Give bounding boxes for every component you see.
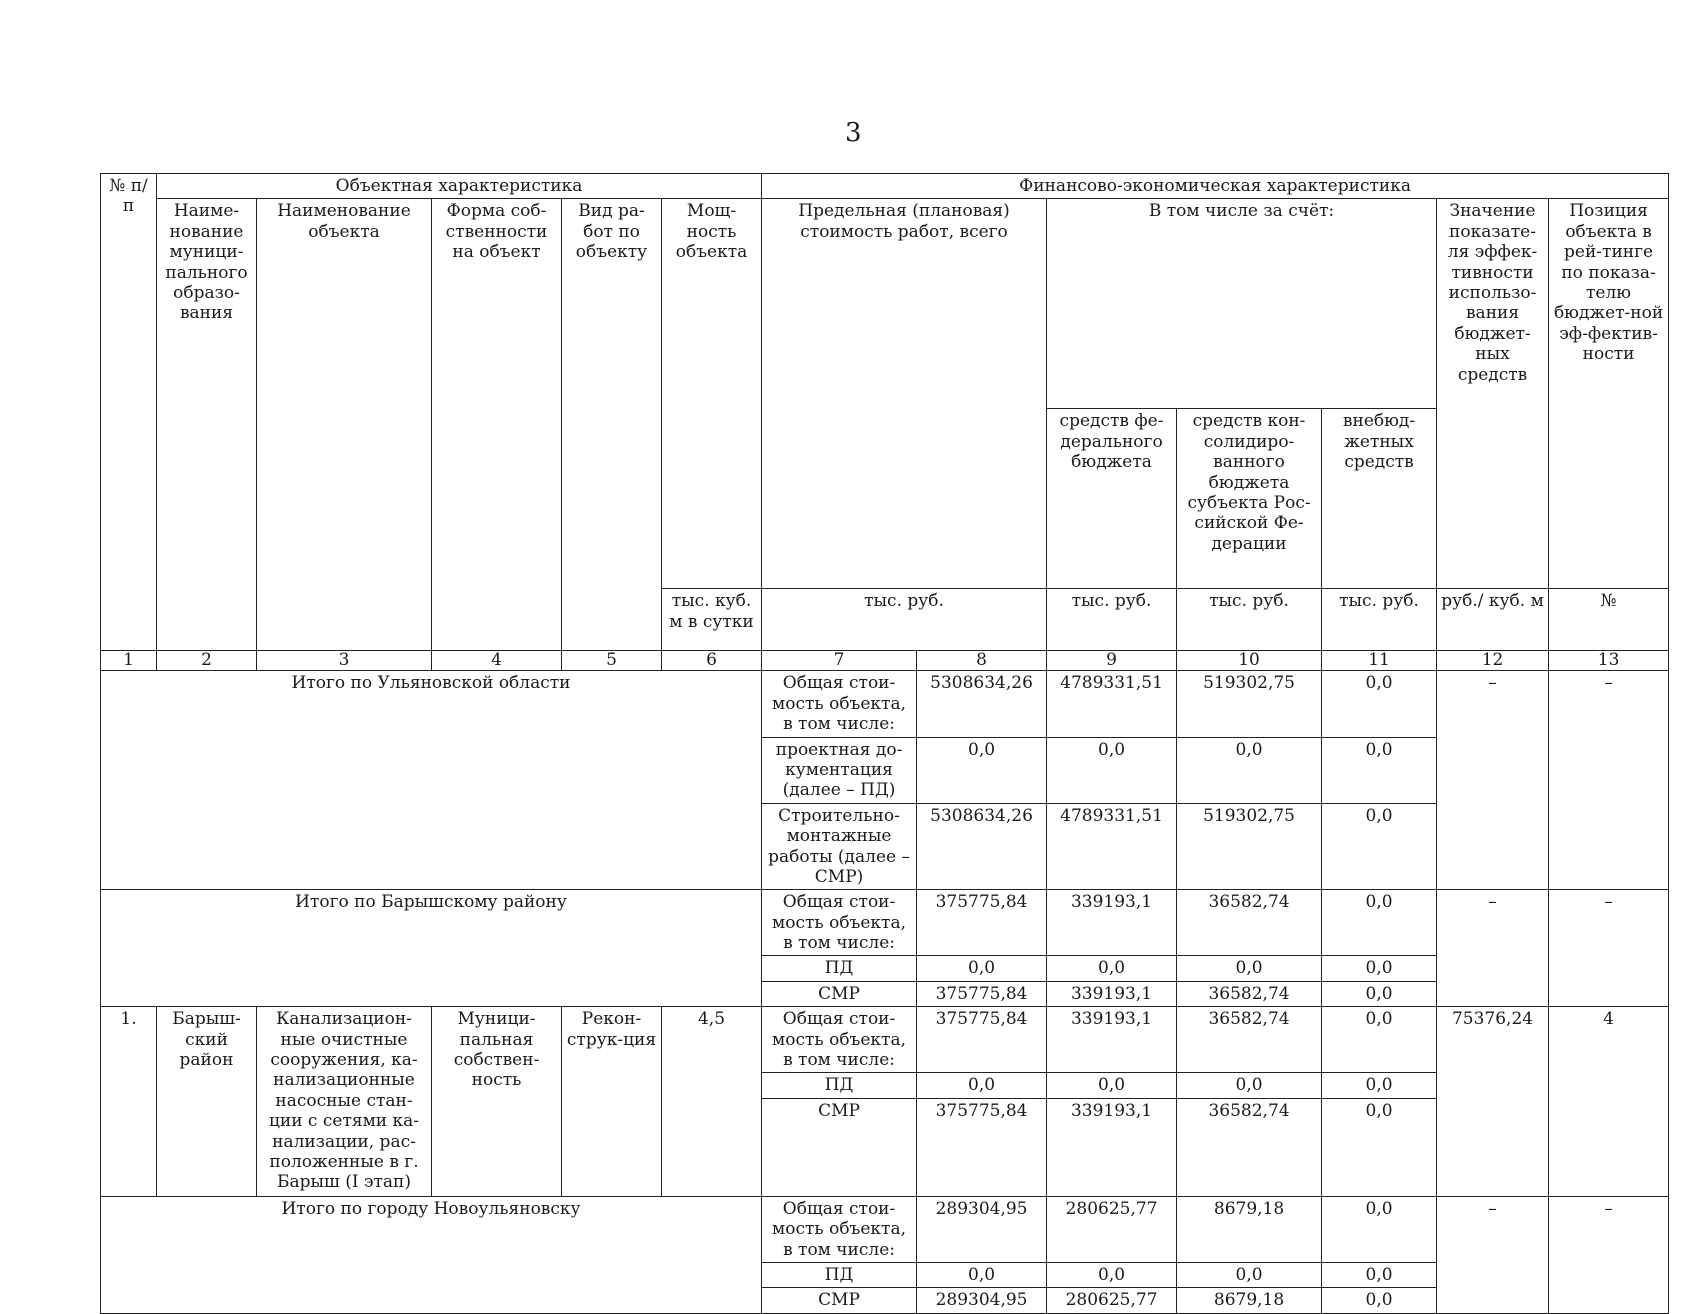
- cell-c9: 339193,1: [1047, 1098, 1177, 1196]
- header-object-name: Наименование объекта: [257, 199, 432, 651]
- total-cost-label: Общая стои-мость объекта, в том числе:: [762, 1196, 917, 1262]
- cell-c11: 0,0: [1322, 671, 1437, 737]
- cell-c11: 0,0: [1322, 803, 1437, 890]
- cell-c11: 0,0: [1322, 1288, 1437, 1313]
- cell-c9: 0,0: [1047, 1073, 1177, 1098]
- unit-rating: №: [1549, 589, 1669, 651]
- group-title-region: Итого по Ульяновской области: [101, 671, 762, 890]
- column-number: 8: [917, 651, 1047, 671]
- cell-c9: 280625,77: [1047, 1196, 1177, 1262]
- item-efficiency: 75376,24: [1437, 1007, 1549, 1197]
- page-number: 3: [845, 118, 862, 148]
- pd-label: проектная до-кументация (далее – ПД): [762, 737, 917, 803]
- total-cost-label: Общая стои-мость объекта, в том числе:: [762, 1007, 917, 1073]
- item-municipality: Барыш-ский район: [157, 1007, 257, 1197]
- column-number: 5: [562, 651, 662, 671]
- header-work-type: Вид ра-бот по объекту: [562, 199, 662, 651]
- cell-c10: 519302,75: [1177, 671, 1322, 737]
- pd-label: ПД: [762, 956, 917, 981]
- cell-c10: 0,0: [1177, 956, 1322, 981]
- smr-label: Строительно-монтажные работы (далее – СМР): [762, 803, 917, 890]
- header-ownership: Форма соб-ственности на объект: [432, 199, 562, 651]
- cell-c10: 0,0: [1177, 737, 1322, 803]
- header-capacity: Мощ-ность объекта: [662, 199, 762, 589]
- pd-label: ПД: [762, 1073, 917, 1098]
- cell-c10: 519302,75: [1177, 803, 1322, 890]
- cell-c11: 0,0: [1322, 956, 1437, 981]
- cell-c12: –: [1437, 1196, 1549, 1313]
- cell-c11: 0,0: [1322, 981, 1437, 1006]
- column-number: 1: [101, 651, 157, 671]
- column-number: 4: [432, 651, 562, 671]
- column-number: 11: [1322, 651, 1437, 671]
- cell-c13: –: [1549, 671, 1669, 890]
- column-number: 13: [1549, 651, 1669, 671]
- unit-federal: тыс. руб.: [1047, 589, 1177, 651]
- cell-c10: 36582,74: [1177, 981, 1322, 1006]
- cell-c12: –: [1437, 671, 1549, 890]
- item-rating: 4: [1549, 1007, 1669, 1197]
- column-number: 7: [762, 651, 917, 671]
- header-municipality: Наиме-нование муници-пального образо-вания: [157, 199, 257, 651]
- column-number: 12: [1437, 651, 1549, 671]
- cell-c8: 0,0: [917, 956, 1047, 981]
- cell-c8: 375775,84: [917, 890, 1047, 956]
- item-capacity: 4,5: [662, 1007, 762, 1197]
- smr-label: СМР: [762, 1288, 917, 1313]
- header-federal: средств фе-дерального бюджета: [1047, 409, 1177, 589]
- cell-c9: 4789331,51: [1047, 671, 1177, 737]
- group-title-barysh: Итого по Барышскому району: [101, 890, 762, 1007]
- cell-c10: 36582,74: [1177, 1007, 1322, 1073]
- cell-c12: –: [1437, 890, 1549, 1007]
- column-number: 6: [662, 651, 762, 671]
- cell-c11: 0,0: [1322, 1262, 1437, 1287]
- cell-c8: 0,0: [917, 1262, 1047, 1287]
- cell-c8: 289304,95: [917, 1288, 1047, 1313]
- cell-c11: 0,0: [1322, 1073, 1437, 1098]
- cell-c8: 5308634,26: [917, 671, 1047, 737]
- group-title-novoulyanovsk: Итого по городу Новоульяновску: [101, 1196, 762, 1313]
- cell-c13: –: [1549, 890, 1669, 1007]
- cell-c8: 375775,84: [917, 981, 1047, 1006]
- cell-c10: 0,0: [1177, 1262, 1322, 1287]
- header-object-group: Объектная характеристика: [157, 174, 762, 199]
- cell-c11: 0,0: [1322, 890, 1437, 956]
- item-object-name: Канализацион-ные очистные сооружения, ка-нализационные насосные стан-ции с сетями ка-нализации, рас-положенные в г. Барыш (I этап): [257, 1007, 432, 1197]
- cell-c9: 0,0: [1047, 737, 1177, 803]
- cell-c10: 8679,18: [1177, 1196, 1322, 1262]
- unit-planned-cost: тыс. руб.: [762, 589, 1047, 651]
- cell-c10: 8679,18: [1177, 1288, 1322, 1313]
- column-number: 9: [1047, 651, 1177, 671]
- pd-label: ПД: [762, 1262, 917, 1287]
- cell-c9: 0,0: [1047, 1262, 1177, 1287]
- cell-c10: 36582,74: [1177, 890, 1322, 956]
- header-efficiency: Значение показате-ля эффек-тивности использо-вания бюджет-ных средств: [1437, 199, 1549, 589]
- unit-efficiency: руб./ куб. м: [1437, 589, 1549, 651]
- column-number: 2: [157, 651, 257, 671]
- header-rating: Позиция объекта в рей-тинге по показа-телю бюджет-ной эф-фектив-ности: [1549, 199, 1669, 589]
- cell-c8: 5308634,26: [917, 803, 1047, 890]
- header-num: № п/п: [101, 174, 157, 651]
- cell-c9: 280625,77: [1047, 1288, 1177, 1313]
- cell-c9: 4789331,51: [1047, 803, 1177, 890]
- header-extrabudget: внебюд-жетных средств: [1322, 409, 1437, 589]
- cell-c9: 339193,1: [1047, 1007, 1177, 1073]
- unit-extrabudget: тыс. руб.: [1322, 589, 1437, 651]
- item-work-type: Рекон-струк-ция: [562, 1007, 662, 1197]
- unit-regional: тыс. руб.: [1177, 589, 1322, 651]
- header-regional: средств кон-солидиро-ванного бюджета субъекта Рос-сийской Фе-дерации: [1177, 409, 1322, 589]
- cell-c8: 289304,95: [917, 1196, 1047, 1262]
- unit-capacity: тыс. куб. м в сутки: [662, 589, 762, 651]
- cell-c11: 0,0: [1322, 737, 1437, 803]
- header-finance-group: Финансово-экономическая характеристика: [762, 174, 1669, 199]
- cell-c9: 339193,1: [1047, 981, 1177, 1006]
- smr-label: СМР: [762, 1098, 917, 1196]
- cell-c8: 0,0: [917, 1073, 1047, 1098]
- header-planned-cost: Предельная (плановая) стоимость работ, всего: [762, 199, 1047, 589]
- cell-c9: 0,0: [1047, 956, 1177, 981]
- column-number: 10: [1177, 651, 1322, 671]
- cell-c8: 0,0: [917, 737, 1047, 803]
- cell-c10: 0,0: [1177, 1073, 1322, 1098]
- cell-c10: 36582,74: [1177, 1098, 1322, 1196]
- cell-c11: 0,0: [1322, 1007, 1437, 1073]
- cell-c8: 375775,84: [917, 1098, 1047, 1196]
- smr-label: СМР: [762, 981, 917, 1006]
- cell-c11: 0,0: [1322, 1196, 1437, 1262]
- header-including: В том числе за счёт:: [1047, 199, 1437, 409]
- item-number: 1.: [101, 1007, 157, 1197]
- cell-c11: 0,0: [1322, 1098, 1437, 1196]
- column-number: 3: [257, 651, 432, 671]
- total-cost-label: Общая стои-мость объекта, в том числе:: [762, 890, 917, 956]
- investment-table: [100, 173, 1669, 1314]
- item-ownership: Муници-пальная собствен-ность: [432, 1007, 562, 1197]
- cell-c13: –: [1549, 1196, 1669, 1313]
- total-cost-label: Общая стои-мость объекта, в том числе:: [762, 671, 917, 737]
- cell-c8: 375775,84: [917, 1007, 1047, 1073]
- cell-c9: 339193,1: [1047, 890, 1177, 956]
